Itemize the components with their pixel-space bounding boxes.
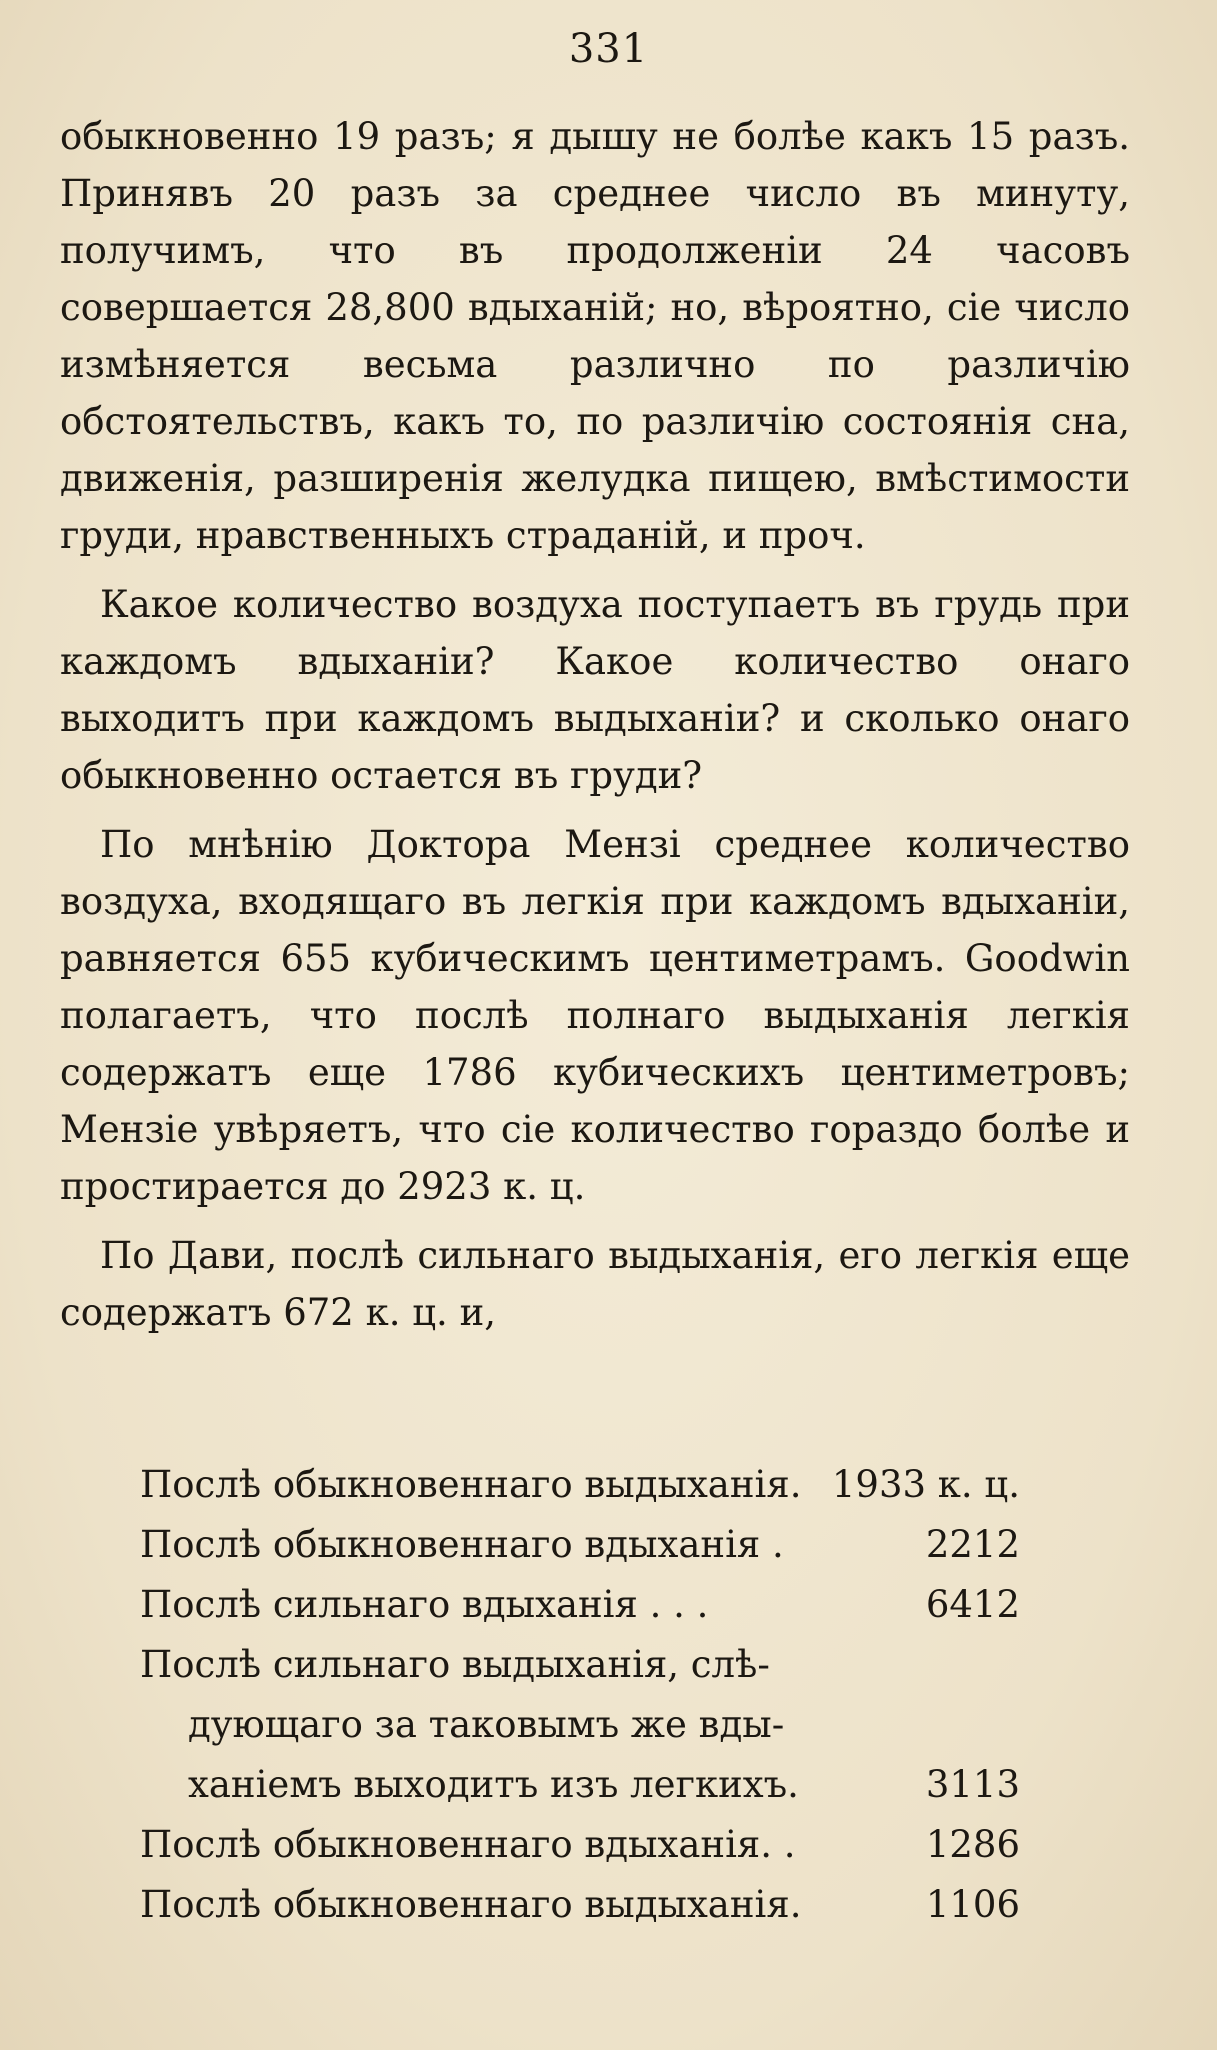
row-value: 2212 — [925, 1523, 1020, 1566]
table-row — [140, 1815, 1020, 1875]
row-value: 6412 — [925, 1583, 1020, 1626]
paragraph-menzies-goodwin: По мнѣнію Доктора Мензі среднее количество воздуха, входящаго въ легкія при каждомъ вдыханіи, равняется 655 кубическимъ центиметрамъ. Goodwin полагаетъ, что послѣ полнаго выдыханія легкія содержатъ еще 1786 кубическихъ центиметровъ; Мензіе увѣряетъ, что сіе количество гораздо болѣе и простирается до 2923 к. ц. — [60, 823, 1130, 1208]
table-row-continuation — [140, 1755, 1020, 1815]
table-row — [140, 1515, 1020, 1575]
row-label: Послѣ сильнаго выдыханія, слѣ- — [140, 1643, 770, 1686]
paragraph-davy: По Дави, послѣ сильнаго выдыханія, его легкія еще содержатъ 672 к. ц. и, — [60, 1234, 1130, 1334]
row-label: Послѣ сильнаго вдыханія . . . — [140, 1583, 709, 1626]
row-label: ханіемъ выходитъ изъ легкихъ. — [188, 1763, 799, 1806]
paragraph-air-question: Какое количество воздуха поступаетъ въ грудь при каждомъ вдыханіи? Какое количество онаго выходитъ при каждомъ выдыханіи? и сколько онаго обыкновенно остается въ груди? — [60, 583, 1130, 797]
row-value: 3113 — [925, 1763, 1020, 1806]
row-label: Послѣ обыкновеннаго выдыханія. — [140, 1463, 802, 1506]
row-label: Послѣ обыкновеннаго вдыханія . — [140, 1523, 784, 1566]
table-row — [140, 1455, 1020, 1515]
table-row — [140, 1635, 1020, 1695]
body-text — [60, 108, 1130, 1341]
row-value: 1106 — [925, 1883, 1020, 1926]
row-label: дующаго за таковымъ же вды- — [188, 1703, 785, 1746]
row-value: 1933 к. ц. — [831, 1463, 1020, 1506]
table-row — [140, 1875, 1020, 1935]
row-value: 1286 — [925, 1823, 1020, 1866]
page-number: 331 — [568, 26, 649, 72]
air-volume-table — [140, 1455, 1020, 1935]
table-row — [140, 1575, 1020, 1635]
row-label: Послѣ обыкновеннаго вдыханія. . — [140, 1823, 796, 1866]
row-label: Послѣ обыкновеннаго выдыханія. — [140, 1883, 802, 1926]
table-row-continuation — [140, 1695, 1020, 1755]
paragraph-breathing-rate: обыкновенно 19 разъ; я дышу не болѣе какъ 15 разъ. Принявъ 20 разъ за среднее число въ минуту, получимъ, что въ продолженіи 24 часовъ совершается 28,800 вдыханій; но, вѣроятно, сіе число измѣняется весьма различно по различію обстоятельствъ, какъ то, по различію состоянія сна, движенія, разширенія желудка пищею, вмѣстимости груди, нравственныхъ страданій, и проч. — [60, 115, 1130, 557]
